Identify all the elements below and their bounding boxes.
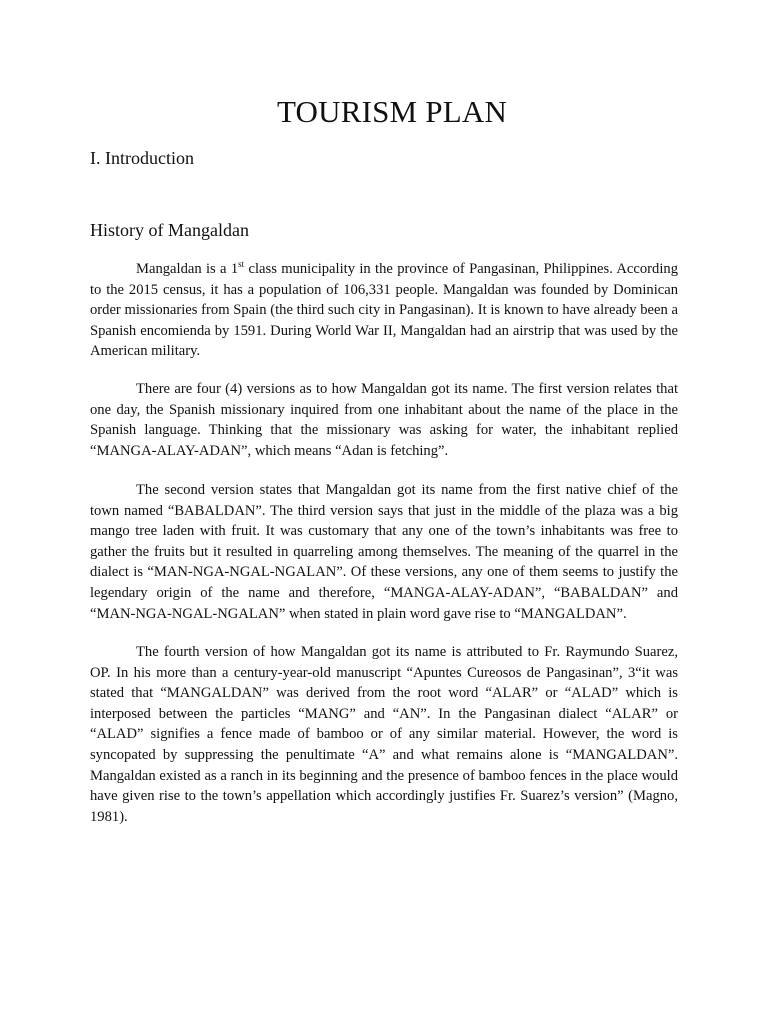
paragraph-1 (90, 259, 678, 362)
paragraph-3: The second version states that Mangaldan got its name from the first native chief of the town named “BABALDAN”. The third version says that just in the middle of the plaza was a big mango tree laden with fruit. It was customary that any one of the town’s inhabitants was free to gather the fruits but it resulted in quarreling among themselves. The meaning of the quarrel in the dialect is “MAN-NGA-NGAL-NGALAN”. Of these versions, any one of them seems to justify the legendary origin of the name and therefore, “MANGA-ALAY-ADAN”, “BABALDAN” and “MAN-NGA-NGAL-NGALAN” when stated in plain word gave rise to “MANGALDAN”. (90, 482, 678, 622)
section-heading-introduction: I. Introduction (90, 148, 194, 168)
ordinal-superscript: st (238, 259, 245, 270)
paragraph-1-start: Mangaldan is a 1 (136, 261, 239, 277)
sub-heading-history: History of Mangaldan (90, 220, 249, 240)
paragraph-4: The fourth version of how Mangaldan got its name is attributed to Fr. Raymundo Suarez, OP. In his more than a century-year-old manuscript “Apuntes Cureosos de Pangasinan”, 3“it was stated that “MANGALDAN” was derived from the root word “ALAR” or “ALAD” which is interposed between the particles “MANG” and “AN”. In the Pangasinan dialect “ALAR” or “ALAD” signifies a fence made of bamboo or of any similar material. However, the word is syncopated by suppressing the penultimate “A” and what remains alone is “MANGALDAN”. Mangaldan existed as a ranch in its beginning and the presence of bamboo fences in the place would have given rise to the town’s appellation which accordingly justifies Fr. Suarez’s version” (Magno, 1981). (90, 644, 678, 825)
document-title: TOURISM PLAN (276, 94, 508, 129)
paragraph-2: There are four (4) versions as to how Mangaldan got its name. The first version relates that one day, the Spanish missionary inquired from one inhabitant about the name of the place in the Spanish language. Thinking that the missionary was asking for water, the inhabitant replied “MANGA-ALAY-ADAN”, which means “Adan is fetching”. (90, 381, 678, 459)
paragraph-1-rest: class municipality in the province of Pangasinan, Philippines. According to the 2015 census, it has a population of 106,331 people. Mangaldan was founded by Dominican order missionaries from Spain (the third such city in Pangasinan). It is known to have already been a Spanish encomienda by 1591. During World War II, Mangaldan had an airstrip that was used by the American military. (90, 261, 678, 360)
